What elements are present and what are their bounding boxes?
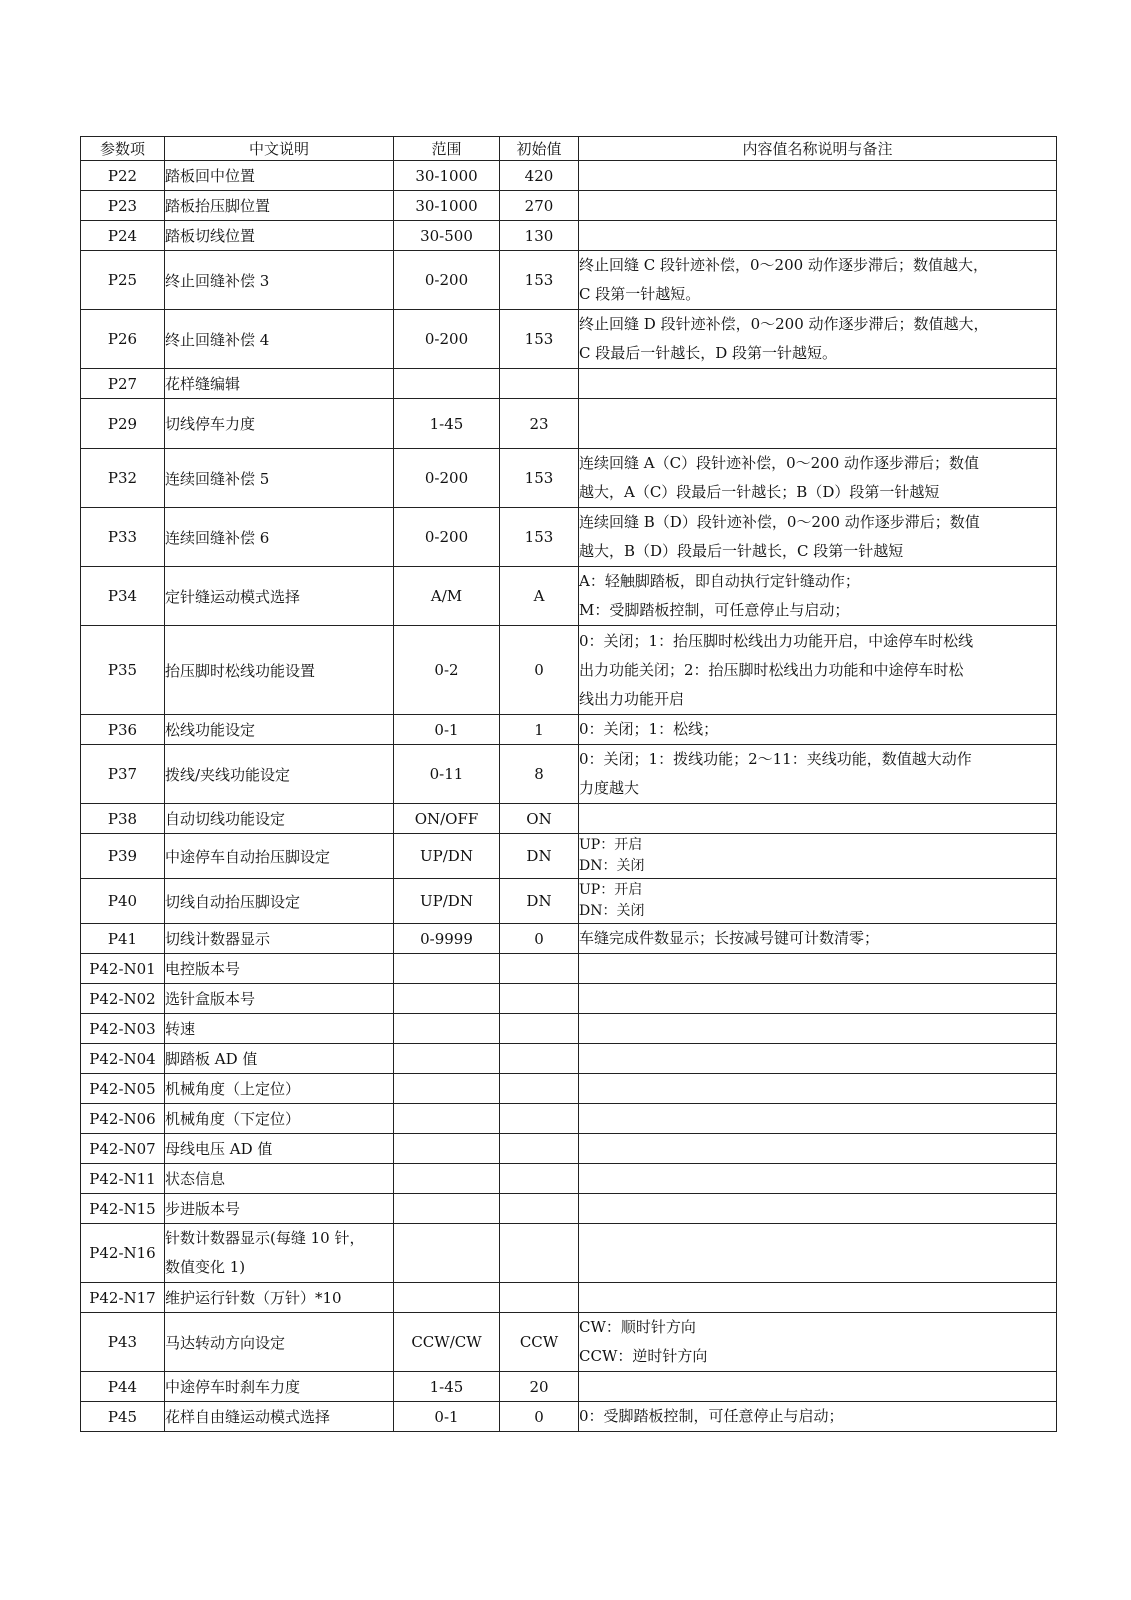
param-description bbox=[165, 1194, 394, 1224]
param-initial-value: 270 bbox=[500, 191, 579, 221]
param-initial-value: 1 bbox=[500, 715, 579, 745]
param-code: P36 bbox=[81, 715, 165, 745]
description-line: 电控版本号 bbox=[165, 960, 241, 978]
param-description bbox=[165, 161, 394, 191]
description-line: 维护运行针数（万针）*10 bbox=[165, 1289, 342, 1307]
note-line: 连续回缝 B（D）段针迹补偿，0～200 动作逐步滞后；数值 bbox=[579, 513, 980, 531]
param-code: P44 bbox=[81, 1372, 165, 1402]
table-row bbox=[81, 251, 1057, 310]
param-code: P25 bbox=[81, 251, 165, 310]
param-initial-value: 130 bbox=[500, 221, 579, 251]
param-range: 1-45 bbox=[394, 1372, 500, 1402]
param-initial-value bbox=[500, 1194, 579, 1224]
table-row bbox=[81, 449, 1057, 508]
header-description: 中文说明 bbox=[165, 137, 394, 161]
note-line: 车缝完成件数显示；长按减号键可计数清零； bbox=[579, 929, 880, 947]
table-row bbox=[81, 508, 1057, 567]
param-description bbox=[165, 1134, 394, 1164]
param-initial-value: 8 bbox=[500, 745, 579, 804]
header-range: 范围 bbox=[394, 137, 500, 161]
param-range: ON/OFF bbox=[394, 804, 500, 834]
param-code: P33 bbox=[81, 508, 165, 567]
note-line: 0：关闭；1：松线； bbox=[579, 720, 719, 738]
description-line: 选针盒版本号 bbox=[165, 990, 256, 1008]
param-note bbox=[579, 310, 1057, 369]
description-line: 抬压脚时松线功能设置 bbox=[165, 661, 316, 680]
param-note bbox=[579, 954, 1057, 984]
param-description bbox=[165, 954, 394, 984]
param-note bbox=[579, 1224, 1057, 1283]
param-description bbox=[165, 221, 394, 251]
param-initial-value: DN bbox=[500, 879, 579, 924]
param-range: 0-200 bbox=[394, 310, 500, 369]
table-row bbox=[81, 1313, 1057, 1372]
param-initial-value: DN bbox=[500, 834, 579, 879]
param-initial-value: 0 bbox=[500, 924, 579, 954]
param-description bbox=[165, 1164, 394, 1194]
param-range: 0-1 bbox=[394, 1402, 500, 1432]
param-initial-value: 20 bbox=[500, 1372, 579, 1402]
param-note bbox=[579, 1044, 1057, 1074]
param-description bbox=[165, 715, 394, 745]
param-range bbox=[394, 1224, 500, 1283]
param-note bbox=[579, 1164, 1057, 1194]
param-code: P42-N01 bbox=[81, 954, 165, 984]
param-range bbox=[394, 1044, 500, 1074]
description-line: 数值变化 1) bbox=[165, 1258, 246, 1276]
param-code: P32 bbox=[81, 449, 165, 508]
description-line: 踏板抬压脚位置 bbox=[165, 197, 271, 215]
param-range bbox=[394, 1074, 500, 1104]
param-initial-value: 153 bbox=[500, 310, 579, 369]
description-line: 终止回缝补偿 4 bbox=[165, 330, 270, 349]
table-row bbox=[81, 310, 1057, 369]
param-note bbox=[579, 567, 1057, 626]
description-line: 连续回缝补偿 6 bbox=[165, 528, 270, 547]
note-line: CCW：逆时针方向 bbox=[579, 1347, 708, 1365]
param-note bbox=[579, 1104, 1057, 1134]
param-initial-value: 0 bbox=[500, 1402, 579, 1432]
param-note bbox=[579, 626, 1057, 715]
param-code: P22 bbox=[81, 161, 165, 191]
table-row bbox=[81, 924, 1057, 954]
param-description bbox=[165, 191, 394, 221]
param-description bbox=[165, 251, 394, 310]
param-note bbox=[579, 715, 1057, 745]
param-initial-value: 23 bbox=[500, 399, 579, 449]
description-line: 状态信息 bbox=[165, 1170, 226, 1188]
note-line: UP：开启 bbox=[579, 837, 643, 853]
table-row bbox=[81, 1044, 1057, 1074]
param-description bbox=[165, 449, 394, 508]
param-code: P38 bbox=[81, 804, 165, 834]
note-line: C 段最后一针越长，D 段第一针越短。 bbox=[579, 344, 838, 362]
param-note bbox=[579, 251, 1057, 310]
param-range: 0-9999 bbox=[394, 924, 500, 954]
param-note bbox=[579, 399, 1057, 449]
param-description bbox=[165, 1104, 394, 1134]
description-line: 踏板切线位置 bbox=[165, 227, 256, 245]
table-row bbox=[81, 161, 1057, 191]
table-row bbox=[81, 399, 1057, 449]
param-code: P42-N05 bbox=[81, 1074, 165, 1104]
description-line: 踏板回中位置 bbox=[165, 167, 256, 185]
param-range bbox=[394, 1283, 500, 1313]
param-description bbox=[165, 924, 394, 954]
param-note bbox=[579, 1134, 1057, 1164]
param-code: P29 bbox=[81, 399, 165, 449]
param-initial-value bbox=[500, 369, 579, 399]
table-row bbox=[81, 1164, 1057, 1194]
param-code: P41 bbox=[81, 924, 165, 954]
param-note bbox=[579, 1283, 1057, 1313]
param-description bbox=[165, 804, 394, 834]
note-line: DN：关闭 bbox=[579, 903, 645, 919]
param-range: A/M bbox=[394, 567, 500, 626]
param-range bbox=[394, 1104, 500, 1134]
table-row bbox=[81, 1372, 1057, 1402]
param-initial-value: 0 bbox=[500, 626, 579, 715]
note-line: 终止回缝 D 段针迹补偿，0～200 动作逐步滞后；数值越大， bbox=[579, 315, 989, 333]
param-range: UP/DN bbox=[394, 879, 500, 924]
param-initial-value bbox=[500, 1283, 579, 1313]
table-row bbox=[81, 191, 1057, 221]
description-line: 机械角度（下定位） bbox=[165, 1110, 301, 1128]
table-row bbox=[81, 984, 1057, 1014]
table-row bbox=[81, 1104, 1057, 1134]
description-line: 拨线/夹线功能设定 bbox=[165, 765, 291, 784]
param-initial-value: A bbox=[500, 567, 579, 626]
description-line: 中途停车时刹车力度 bbox=[165, 1378, 301, 1396]
note-line: 越大，B（D）段最后一针越长，C 段第一针越短 bbox=[579, 542, 904, 560]
param-initial-value: 420 bbox=[500, 161, 579, 191]
param-initial-value bbox=[500, 984, 579, 1014]
note-line: 连续回缝 A（C）段针迹补偿，0～200 动作逐步滞后；数值 bbox=[579, 454, 980, 472]
table-row bbox=[81, 954, 1057, 984]
table-header-row bbox=[81, 137, 1057, 161]
param-range bbox=[394, 954, 500, 984]
param-description bbox=[165, 1044, 394, 1074]
param-description bbox=[165, 567, 394, 626]
param-description bbox=[165, 879, 394, 924]
param-code: P40 bbox=[81, 879, 165, 924]
param-range bbox=[394, 1164, 500, 1194]
parameter-table bbox=[80, 136, 1057, 1432]
param-code: P42-N15 bbox=[81, 1194, 165, 1224]
note-line: M：受脚踏板控制，可任意停止与启动； bbox=[579, 601, 850, 619]
param-note bbox=[579, 221, 1057, 251]
param-code: P35 bbox=[81, 626, 165, 715]
param-description bbox=[165, 745, 394, 804]
table-row bbox=[81, 1074, 1057, 1104]
note-line: DN：关闭 bbox=[579, 858, 645, 874]
param-code: P34 bbox=[81, 567, 165, 626]
note-line: 0：关闭；1：拨线功能；2～11：夹线功能，数值越大动作 bbox=[579, 750, 972, 768]
param-description bbox=[165, 508, 394, 567]
param-initial-value: ON bbox=[500, 804, 579, 834]
param-note bbox=[579, 1402, 1057, 1432]
description-line: 脚踏板 AD 值 bbox=[165, 1050, 258, 1068]
param-code: P24 bbox=[81, 221, 165, 251]
table-row bbox=[81, 804, 1057, 834]
param-range bbox=[394, 1134, 500, 1164]
param-description bbox=[165, 834, 394, 879]
note-line: 力度越大 bbox=[579, 779, 640, 797]
param-code: P37 bbox=[81, 745, 165, 804]
param-range: 30-1000 bbox=[394, 161, 500, 191]
param-range: 0-1 bbox=[394, 715, 500, 745]
note-line: UP：开启 bbox=[579, 882, 643, 898]
param-initial-value: 153 bbox=[500, 449, 579, 508]
note-line: 终止回缝 C 段针迹补偿，0～200 动作逐步滞后；数值越大， bbox=[579, 256, 988, 274]
param-code: P42-N17 bbox=[81, 1283, 165, 1313]
param-code: P42-N16 bbox=[81, 1224, 165, 1283]
table-row bbox=[81, 567, 1057, 626]
description-line: 连续回缝补偿 5 bbox=[165, 469, 270, 488]
param-code: P27 bbox=[81, 369, 165, 399]
table-row bbox=[81, 834, 1057, 879]
param-description bbox=[165, 1224, 394, 1283]
param-range: 30-500 bbox=[394, 221, 500, 251]
table-row bbox=[81, 1283, 1057, 1313]
param-description bbox=[165, 984, 394, 1014]
param-initial-value bbox=[500, 1134, 579, 1164]
param-description bbox=[165, 1372, 394, 1402]
param-description bbox=[165, 1402, 394, 1432]
param-note bbox=[579, 508, 1057, 567]
table-row bbox=[81, 715, 1057, 745]
note-line: 出力功能关闭；2：抬压脚时松线出力功能和中途停车时松 bbox=[579, 660, 964, 679]
table-body bbox=[81, 161, 1057, 1432]
param-note bbox=[579, 1014, 1057, 1044]
table-row bbox=[81, 1402, 1057, 1432]
param-range: CCW/CW bbox=[394, 1313, 500, 1372]
param-range: 0-2 bbox=[394, 626, 500, 715]
table-row bbox=[81, 1134, 1057, 1164]
description-line: 花样自由缝运动模式选择 bbox=[165, 1408, 331, 1426]
param-note bbox=[579, 1372, 1057, 1402]
param-initial-value bbox=[500, 1014, 579, 1044]
param-code: P45 bbox=[81, 1402, 165, 1432]
param-code: P42-N03 bbox=[81, 1014, 165, 1044]
param-note bbox=[579, 1313, 1057, 1372]
param-range bbox=[394, 369, 500, 399]
header-initial-value: 初始值 bbox=[500, 137, 579, 161]
param-initial-value bbox=[500, 1164, 579, 1194]
param-range: 1-45 bbox=[394, 399, 500, 449]
param-initial-value bbox=[500, 954, 579, 984]
param-code: P42-N04 bbox=[81, 1044, 165, 1074]
description-line: 转速 bbox=[165, 1020, 196, 1038]
param-note bbox=[579, 161, 1057, 191]
param-range: 0-200 bbox=[394, 251, 500, 310]
param-initial-value bbox=[500, 1044, 579, 1074]
note-line: 0：关闭；1：抬压脚时松线出力功能开启，中途停车时松线 bbox=[579, 631, 974, 650]
param-note bbox=[579, 369, 1057, 399]
table-row bbox=[81, 1194, 1057, 1224]
note-line: 0：受脚踏板控制，可任意停止与启动； bbox=[579, 1407, 844, 1425]
description-line: 针数计数器显示(每缝 10 针， bbox=[165, 1229, 365, 1247]
param-initial-value bbox=[500, 1104, 579, 1134]
description-line: 切线自动抬压脚设定 bbox=[165, 892, 301, 911]
param-note bbox=[579, 924, 1057, 954]
param-range: 0-200 bbox=[394, 449, 500, 508]
description-line: 马达转动方向设定 bbox=[165, 1333, 286, 1352]
param-code: P23 bbox=[81, 191, 165, 221]
param-description bbox=[165, 1283, 394, 1313]
table-row bbox=[81, 369, 1057, 399]
param-description bbox=[165, 310, 394, 369]
note-line: 越大，A（C）段最后一针越长；B（D）段第一针越短 bbox=[579, 483, 940, 501]
description-line: 母线电压 AD 值 bbox=[165, 1140, 273, 1158]
param-initial-value bbox=[500, 1224, 579, 1283]
param-note bbox=[579, 984, 1057, 1014]
param-range: 0-11 bbox=[394, 745, 500, 804]
description-line: 花样缝编辑 bbox=[165, 375, 241, 393]
description-line: 定针缝运动模式选择 bbox=[165, 587, 301, 606]
param-note bbox=[579, 879, 1057, 924]
param-initial-value: CCW bbox=[500, 1313, 579, 1372]
param-range bbox=[394, 1014, 500, 1044]
param-range bbox=[394, 1194, 500, 1224]
note-line: A：轻触脚踏板，即自动执行定针缝动作； bbox=[579, 572, 860, 590]
param-description bbox=[165, 626, 394, 715]
description-line: 自动切线功能设定 bbox=[165, 810, 286, 828]
param-note bbox=[579, 804, 1057, 834]
param-note bbox=[579, 1074, 1057, 1104]
description-line: 中途停车自动抬压脚设定 bbox=[165, 847, 331, 866]
header-code: 参数项 bbox=[81, 137, 165, 161]
param-initial-value: 153 bbox=[500, 508, 579, 567]
description-line: 切线计数器显示 bbox=[165, 930, 271, 948]
param-code: P42-N02 bbox=[81, 984, 165, 1014]
param-initial-value bbox=[500, 1074, 579, 1104]
param-description bbox=[165, 399, 394, 449]
param-description bbox=[165, 369, 394, 399]
param-description bbox=[165, 1074, 394, 1104]
description-line: 切线停车力度 bbox=[165, 415, 256, 433]
table-row bbox=[81, 1224, 1057, 1283]
param-note bbox=[579, 449, 1057, 508]
header-notes: 内容值名称说明与备注 bbox=[579, 137, 1057, 161]
param-code: P39 bbox=[81, 834, 165, 879]
table-row bbox=[81, 626, 1057, 715]
param-description bbox=[165, 1313, 394, 1372]
param-note bbox=[579, 1194, 1057, 1224]
param-code: P26 bbox=[81, 310, 165, 369]
param-range: UP/DN bbox=[394, 834, 500, 879]
note-line: 线出力功能开启 bbox=[579, 689, 685, 708]
param-note bbox=[579, 191, 1057, 221]
description-line: 机械角度（上定位） bbox=[165, 1080, 301, 1098]
param-code: P43 bbox=[81, 1313, 165, 1372]
param-code: P42-N06 bbox=[81, 1104, 165, 1134]
param-note bbox=[579, 834, 1057, 879]
param-description bbox=[165, 1014, 394, 1044]
table-row bbox=[81, 1014, 1057, 1044]
table-row bbox=[81, 221, 1057, 251]
param-range: 0-200 bbox=[394, 508, 500, 567]
description-line: 步进版本号 bbox=[165, 1200, 241, 1218]
param-initial-value: 153 bbox=[500, 251, 579, 310]
param-range bbox=[394, 984, 500, 1014]
table-row bbox=[81, 745, 1057, 804]
note-line: C 段第一针越短。 bbox=[579, 285, 701, 303]
param-code: P42-N11 bbox=[81, 1164, 165, 1194]
param-code: P42-N07 bbox=[81, 1134, 165, 1164]
table-row bbox=[81, 879, 1057, 924]
description-line: 终止回缝补偿 3 bbox=[165, 271, 270, 290]
note-line: CW：顺时针方向 bbox=[579, 1318, 696, 1336]
param-note bbox=[579, 745, 1057, 804]
description-line: 松线功能设定 bbox=[165, 721, 256, 739]
param-range: 30-1000 bbox=[394, 191, 500, 221]
